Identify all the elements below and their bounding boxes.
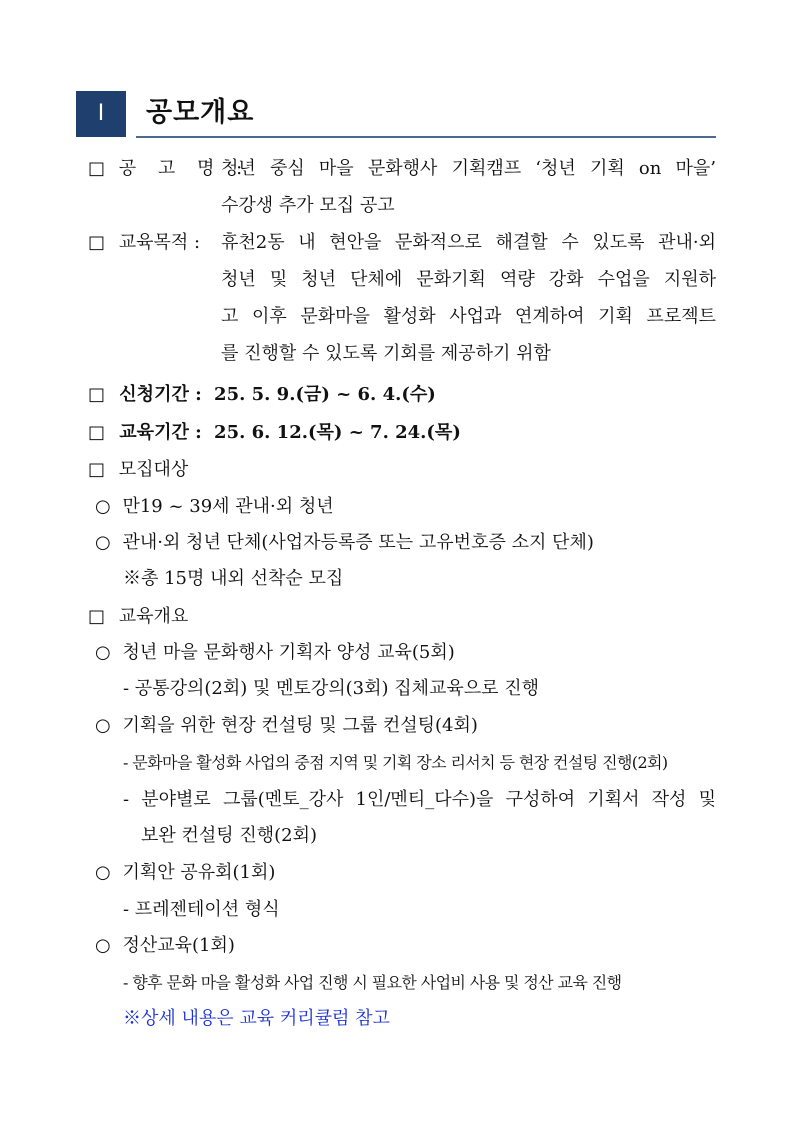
education-period-row [88, 420, 461, 446]
overview-item-2-sub-3: 보완 컨설팅 진행(2회) [141, 825, 318, 846]
overview-item-2: ○ 기획을 위한 현장 컨설팅 및 그룹 컨설팅(4회) [95, 715, 478, 736]
notice-name-line-2: 수강생 추가 모집 공고 [221, 195, 395, 216]
purpose-label: 교육목적 : [118, 232, 201, 253]
target-item-2: ○ 관내·외 청년 단체(사업자등록증 또는 고유번호증 소지 단체) [95, 532, 594, 553]
application-period-label: 신청기간 : [119, 384, 202, 405]
circle-bullet: ○ [95, 642, 111, 663]
heading-rule [136, 136, 716, 138]
curriculum-note: ※상세 내용은 교육 커리큘럼 참고 [123, 1008, 390, 1029]
overview-title: 교육개요 [118, 606, 189, 627]
application-period-value: 25. 5. 9.(금) ~ 6. 4.(수) [214, 384, 436, 405]
section-heading [76, 91, 716, 139]
checkbox-icon: □ [88, 606, 106, 627]
purpose-line-3: 고 이후 문화마을 활성화 사업과 연계하여 기획 프로젝트 [221, 306, 716, 327]
circle-bullet: ○ [95, 496, 111, 517]
purpose-line-1: 휴천2동 내 현안을 문화적으로 해결할 수 있도록 관내·외 [221, 232, 716, 253]
overview-title-row [88, 604, 188, 630]
target-title-row [88, 457, 188, 483]
overview-item-2-sub-2: - 분야별로 그룹(멘토_강사 1인/멘티_다수)을 구성하여 기획서 작성 및 [123, 789, 716, 810]
section-number: Ⅰ [76, 91, 126, 137]
checkbox-icon: □ [88, 459, 106, 480]
purpose-line-2: 청년 및 청년 단체에 문화기획 역량 강화 수업을 지원하 [221, 269, 716, 290]
overview-item-4-sub-1: - 향후 문화 마을 활성화 사업 진행 시 필요한 사업비 사용 및 정산 교육 진행 [123, 973, 622, 992]
notice-name-line-1: 청년 중심 마을 문화행사 기획캠프 ‘청년 기획 on 마을’ [221, 158, 716, 179]
notice-name-label: 공 고 명 : [118, 158, 251, 179]
target-title: 모집대상 [118, 459, 189, 480]
overview-item-1: ○ 청년 마을 문화행사 기획자 양성 교육(5회) [95, 642, 455, 663]
checkbox-icon: □ [88, 232, 106, 253]
circle-bullet: ○ [95, 532, 111, 553]
circle-bullet: ○ [95, 862, 111, 883]
overview-item-1-sub-1: - 공통강의(2회) 및 멘토강의(3회) 집체교육으로 진행 [123, 678, 540, 699]
circle-bullet: ○ [95, 715, 111, 736]
section-title: 공모개요 [146, 97, 255, 128]
checkbox-icon: □ [88, 422, 106, 443]
target-item-1: ○ 만19 ~ 39세 관내·외 청년 [95, 496, 334, 517]
checkbox-icon: □ [88, 158, 106, 179]
overview-item-3: ○ 기획안 공유회(1회) [95, 862, 276, 883]
notice-name-row [88, 156, 251, 182]
education-period-value: 25. 6. 12.(목) ~ 7. 24.(목) [214, 422, 461, 443]
checkbox-icon: □ [88, 384, 106, 405]
education-period-label: 교육기간 : [119, 422, 202, 443]
circle-bullet: ○ [95, 935, 111, 956]
purpose-row [88, 230, 211, 256]
overview-item-3-sub-1: - 프레젠테이션 형식 [123, 899, 280, 920]
overview-item-4: ○ 정산교육(1회) [95, 935, 235, 956]
target-note: ※총 15명 내외 선착순 모집 [123, 568, 344, 589]
purpose-line-4: 를 진행할 수 있도록 기회를 제공하기 위함 [221, 343, 551, 364]
application-period-row [88, 382, 436, 408]
overview-item-2-sub-1: - 문화마을 활성화 사업의 중점 지역 및 기획 장소 리서치 등 현장 컨설팅 진행(2회) [123, 753, 668, 772]
